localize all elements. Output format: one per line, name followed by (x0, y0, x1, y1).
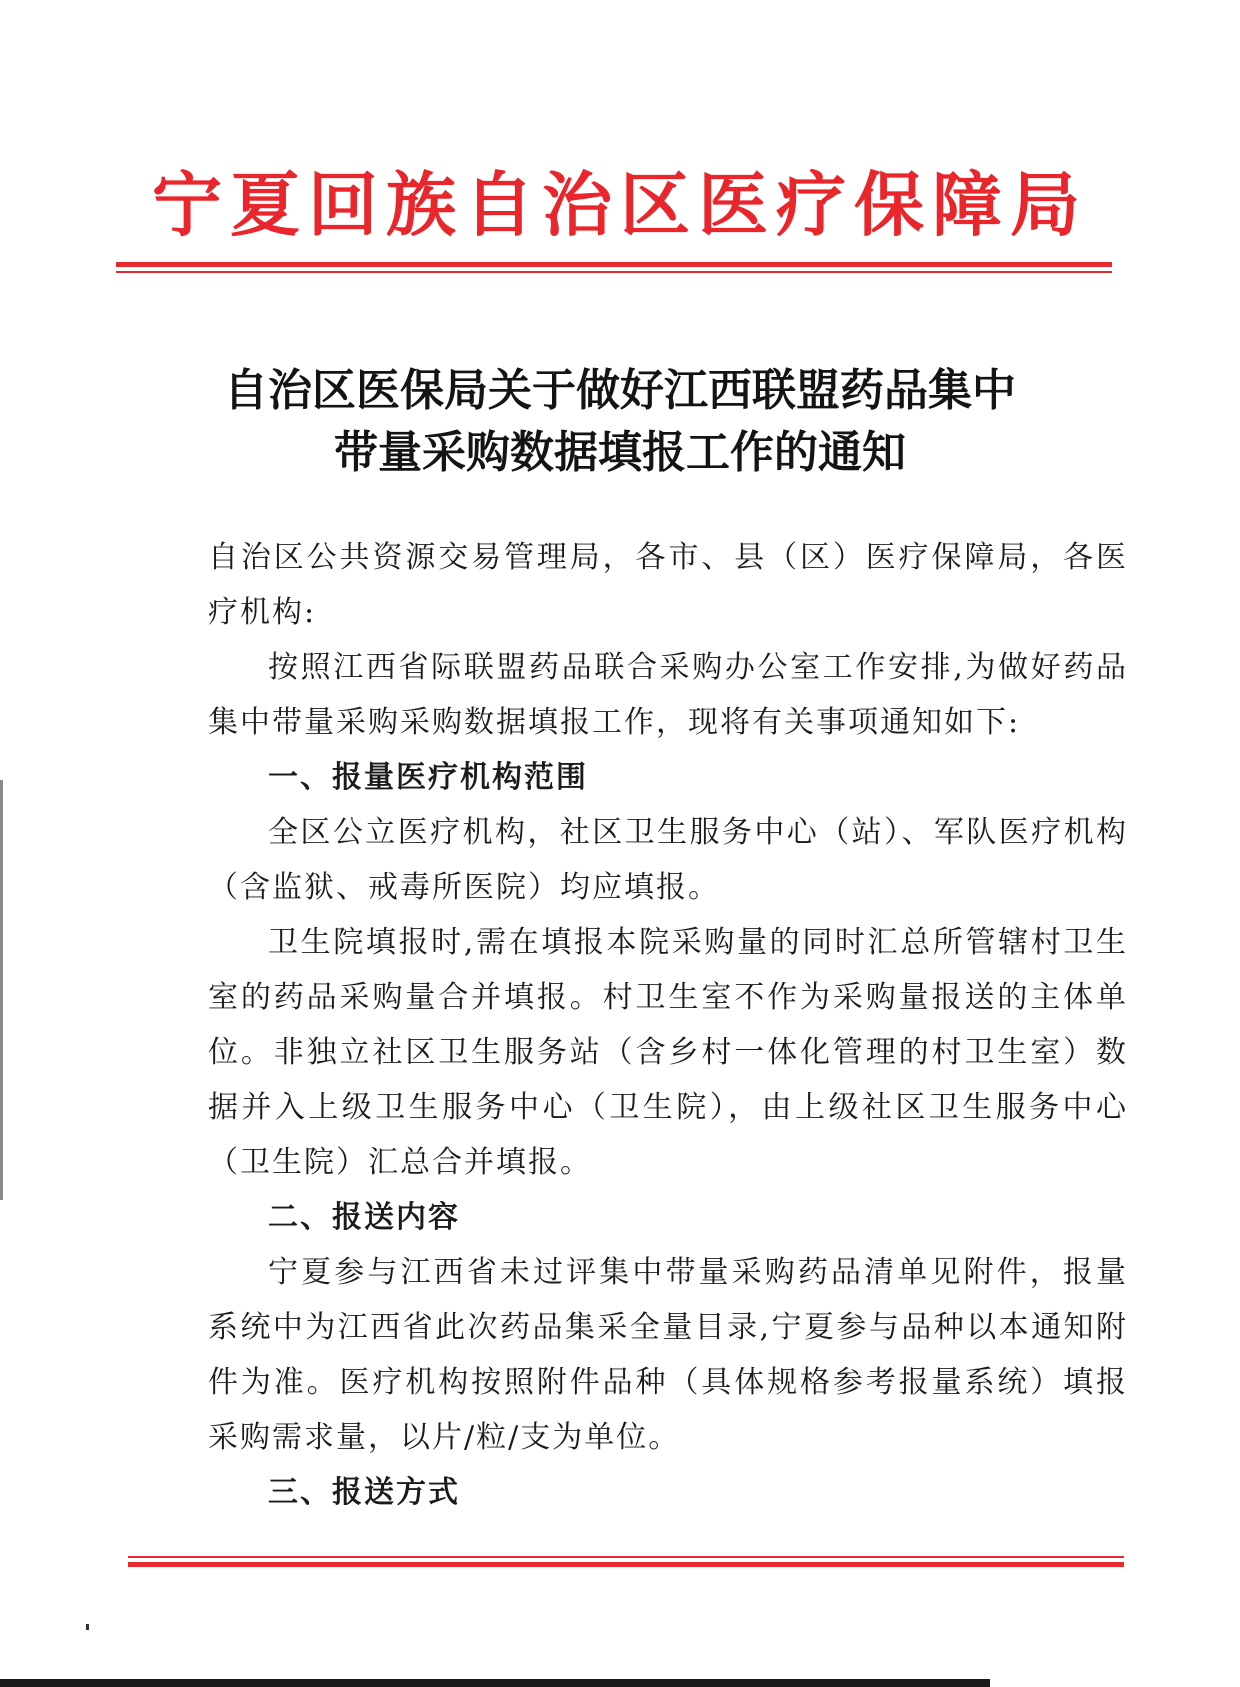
section-3-heading: 三、报送方式 (268, 1475, 460, 1510)
notice-title-line-1: 自治区医保局关于做好江西联盟药品集中 (224, 365, 1016, 416)
section-2-paragraph-1: 宁夏参与江西省未过评集中带量采购药品清单见附件，报量系统中为江西省此次药品集采全量目录,宁夏参与品种以本通知附件为准。医疗机构按照附件品种（具体规格参考报量系统）填报采购需求量，以片/粒/支为单位。 (208, 1255, 1128, 1455)
section-2-heading: 二、报送内容 (268, 1200, 460, 1235)
rule-thick-line (128, 1562, 1124, 1567)
letterhead-org-name: 宁夏回族自治区医疗保障局 (152, 164, 1088, 246)
rule-thin-line (116, 271, 1112, 273)
intro-paragraph: 按照江西省际联盟药品联合采购办公室工作安排,为做好药品集中带量采购采购数据填报工作，现将有关事项通知如下: (208, 650, 1128, 740)
scan-speck (86, 1624, 89, 1630)
notice-title (150, 360, 1090, 484)
scan-edge-bottom (0, 1679, 990, 1687)
notice-title-line-2: 带量采购数据填报工作的通知 (334, 427, 906, 478)
section-1-paragraph-1: 全区公立医疗机构，社区卫生服务中心（站）、军队医疗机构（含监狱、戒毒所医院）均应填报。 (208, 815, 1128, 905)
letterhead-red-rule (116, 262, 1112, 273)
salutation: 自治区公共资源交易管理局，各市、县（区）医疗保障局，各医疗机构: (208, 540, 1128, 630)
section-1-heading: 一、报量医疗机构范围 (268, 760, 588, 795)
footer-red-rule (128, 1556, 1124, 1567)
scan-edge-left (0, 780, 3, 1200)
notice-body (208, 530, 1128, 1520)
section-1-paragraph-2: 卫生院填报时,需在填报本院采购量的同时汇总所管辖村卫生室的药品采购量合并填报。村卫生室不作为采购量报送的主体单位。非独立社区卫生服务站（含乡村一体化管理的村卫生室）数据并入上级卫生服务中心（卫生院），由上级社区卫生服务中心（卫生院）汇总合并填报。 (208, 925, 1128, 1180)
